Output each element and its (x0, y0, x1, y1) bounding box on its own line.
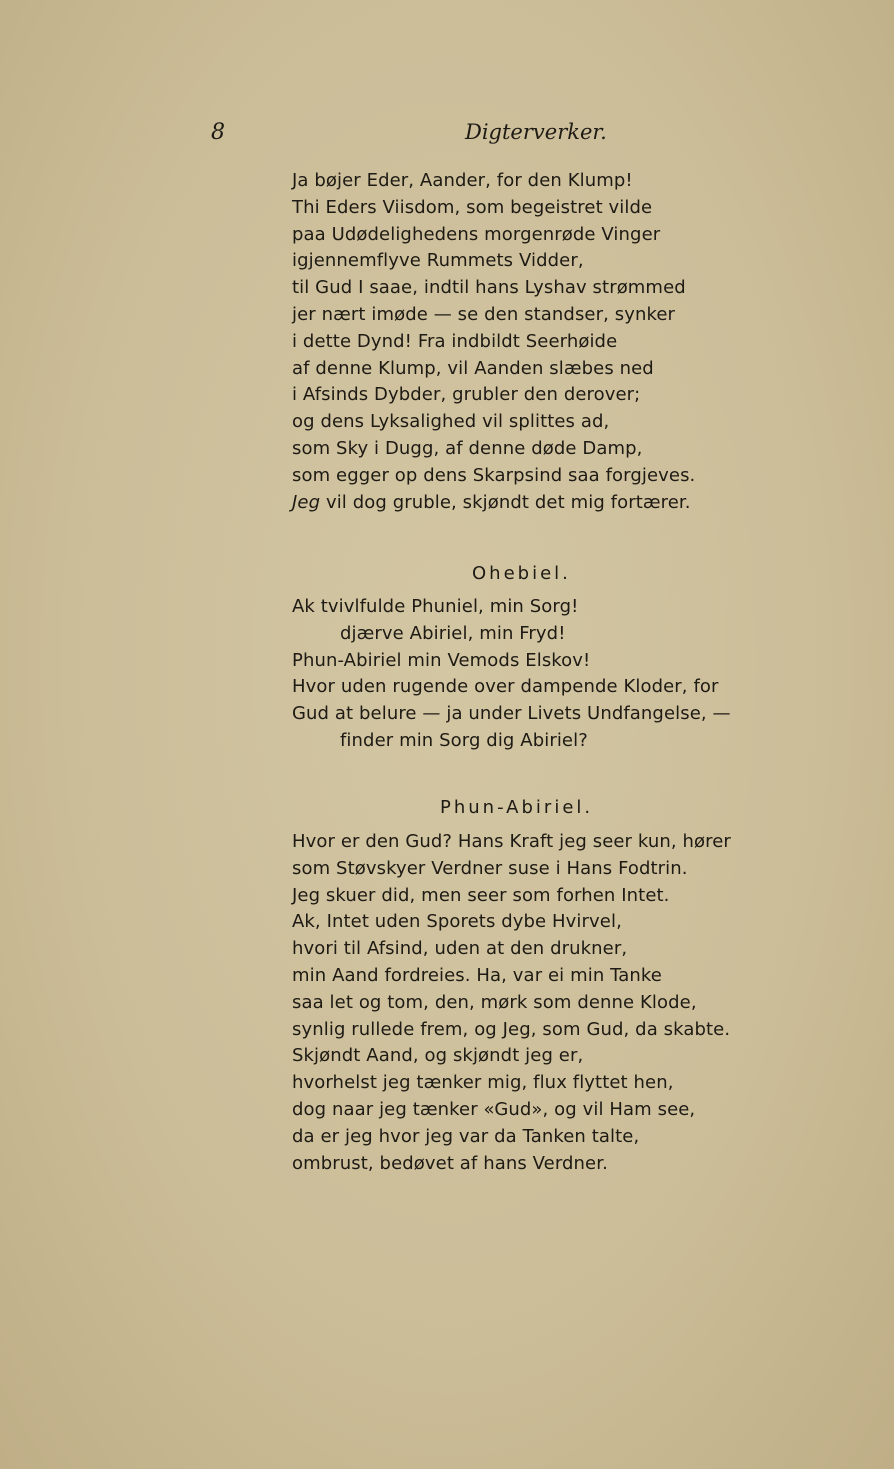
verse-line: Ak, Intet uden Sporets dybe Hvirvel, (292, 911, 622, 933)
verse-line: som Støvskyer Verdner suse i Hans Fodtrin. (292, 857, 688, 879)
verse-line: som Sky i Dugg, af denne døde Damp, (292, 437, 643, 459)
verse-line: og dens Lyksalighed vil splittes ad, (292, 411, 610, 433)
verse-line: Gud at belure — ja under Livets Undfangelse, — (292, 703, 731, 725)
verse-line: da er jeg hvor jeg var da Tanken talte, (292, 1125, 640, 1147)
verse-line: Jeg skuer did, men seer som forhen Intet. (292, 884, 670, 906)
page-header (0, 120, 894, 150)
verse-line: Ak tvivlfulde Phuniel, min Sorg! (292, 596, 579, 617)
verse-line: Skjøndt Aand, og skjøndt jeg er, (292, 1045, 584, 1067)
emphasis-word: Jeg (292, 491, 321, 513)
verse-line: Phun-Abiriel min Vemods Elskov! (292, 649, 591, 671)
verse-line: ombrust, bedøvet af hans Verdner. (292, 1152, 608, 1174)
verse-line: igjennemflyve Rummets Vidder, (292, 250, 584, 272)
verse-line: til Gud I saae, indtil hans Lyshav strømmed (292, 277, 686, 299)
verse-line: finder min Sorg dig Abiriel? (340, 729, 588, 751)
verse-line: Hvor er den Gud? Hans Kraft jeg seer kun, hører (292, 831, 731, 852)
verse-line: hvorhelst jeg tænker mig, flux flyttet hen, (292, 1072, 674, 1094)
verse-line: af denne Klump, vil Aanden slæbes ned (292, 357, 654, 379)
verse-line-last (292, 490, 695, 517)
verse-line-rest: vil dog gruble, skjøndt det mig fortærer. (325, 491, 691, 513)
verse-line: Hvor uden rugende over dampende Kloder, for (292, 676, 719, 698)
verse-line: Thi Eders Viisdom, som begeistret vilde (292, 196, 653, 218)
verse-line: saa let og tom, den, mørk som denne Klode, (292, 991, 697, 1013)
verse-line: min Aand fordreies. Ha, var ei min Tanke (292, 964, 662, 986)
stanza-3 (292, 829, 731, 1177)
speaker-ohebiel: Ohebiel. (472, 563, 571, 584)
speaker-phun-abiriel: Phun-Abiriel. (440, 797, 594, 818)
verse-line: Ja bøjer Eder, Aander, for den Klump! (292, 170, 633, 191)
verse-line: i dette Dynd! Fra indbildt Seerhøide (292, 330, 618, 352)
verse-line: djærve Abiriel, min Fryd! (340, 622, 566, 644)
verse-line: paa Udødelighedens morgenrøde Vinger (292, 223, 661, 245)
verse-line: synlig rullede frem, og Jeg, som Gud, da skabte. (292, 1018, 731, 1040)
verse-line: hvori til Afsind, uden at den drukner, (292, 938, 628, 960)
verse-line: jer nært imøde — se den standser, synker (292, 303, 676, 325)
stanza-1 (292, 168, 695, 516)
stanza-2 (292, 594, 731, 755)
page-number: 8 (211, 120, 225, 145)
verse-line: dog naar jeg tænker «Gud», og vil Ham see, (292, 1098, 696, 1120)
running-title: Digterverker. (465, 120, 607, 144)
verse-line: som egger op dens Skarpsind saa forgjeves. (292, 464, 696, 486)
verse-line: i Afsinds Dybder, grubler den derover; (292, 384, 641, 406)
